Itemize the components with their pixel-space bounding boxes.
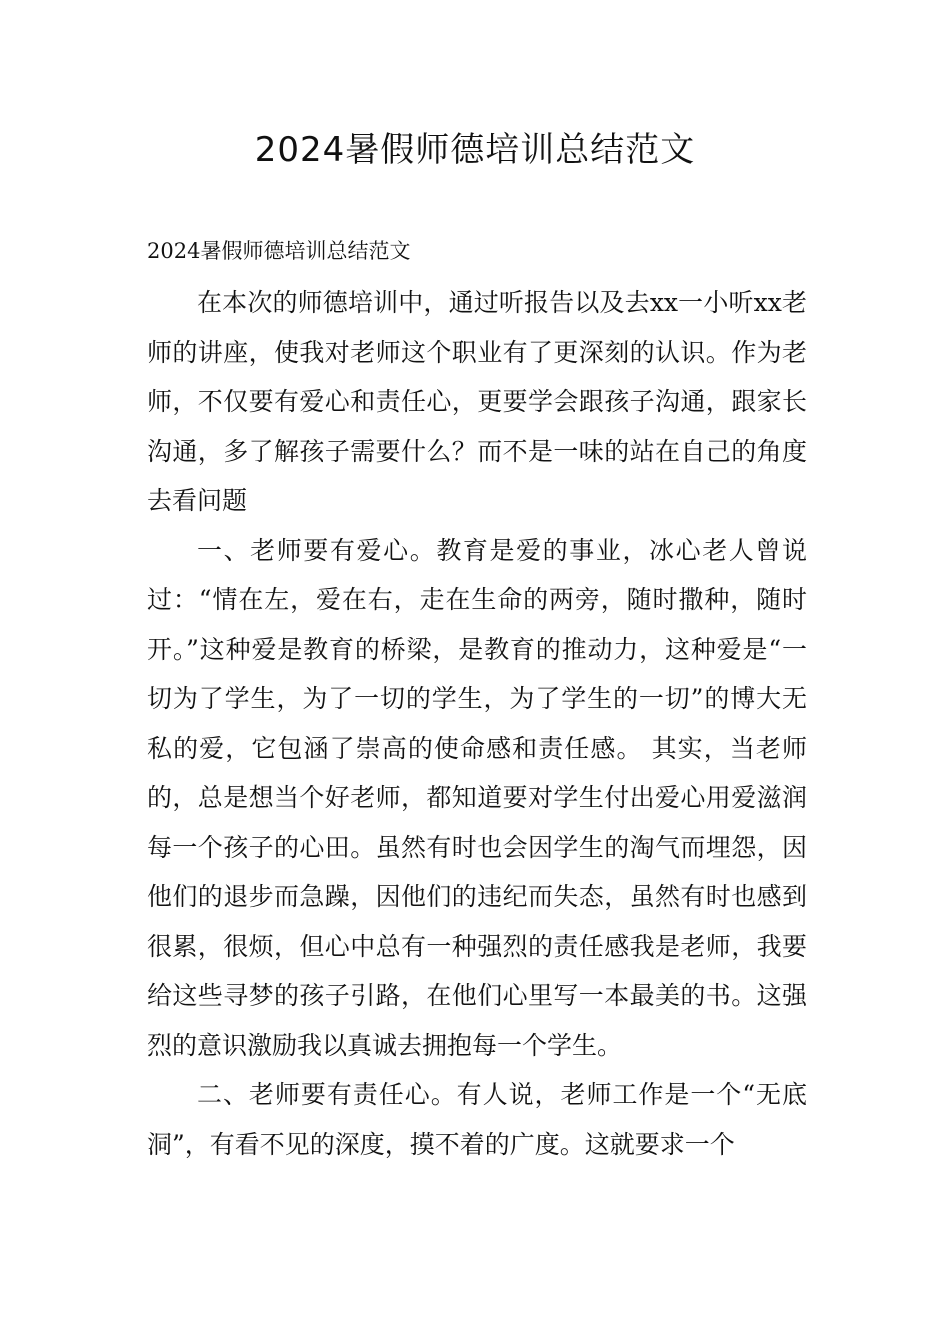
document-title: 2024暑假师德培训总结范文 [254, 130, 696, 170]
document-subtitle: 2024暑假师德培训总结范文 [147, 239, 411, 263]
document-body [147, 224, 807, 1169]
paragraph-intro: 在本次的师德培训中，通过听报告以及去xx一小听xx老师的讲座，使我对老师这个职业有了更深刻的认识。作为老师，不仅要有爱心和责任心，更要学会跟孩子沟通，跟家长沟通，多了解孩子需要什么？而不是一味的站在自己的角度去看问题 [147, 288, 807, 515]
paragraph-love: 一、老师要有爱心。教育是爱的事业，冰心老人曾说过：“情在左，爱在右，走在生命的两旁，随时撒种，随时开。”这种爱是教育的桥梁，是教育的推动力，这种爱是“一切为了学生，为了一切的学生，为了学生的一切”的博大无私的爱，它包涵了崇高的使命感和责任感。 其实，当老师的，总是想当个好老师，都知道要对学生付出爱心用爱滋润每一个孩子的心田。虽然有时也会因学生的淘气而埋怨，因他们的退步而急躁，因他们的违纪而失态，虽然有时也感到很累，很烦，但心中总有一种强烈的责任感我是老师，我要给这些寻梦的孩子引路，在他们心里写一本最美的书。这强烈的意识激励我以真诚去拥抱每一个学生。 [147, 535, 807, 1060]
paragraph-responsibility: 二、老师要有责任心。有人说，老师工作是一个“无底洞”，有看不见的深度，摸不着的广度。这就要求一个 [147, 1080, 807, 1159]
